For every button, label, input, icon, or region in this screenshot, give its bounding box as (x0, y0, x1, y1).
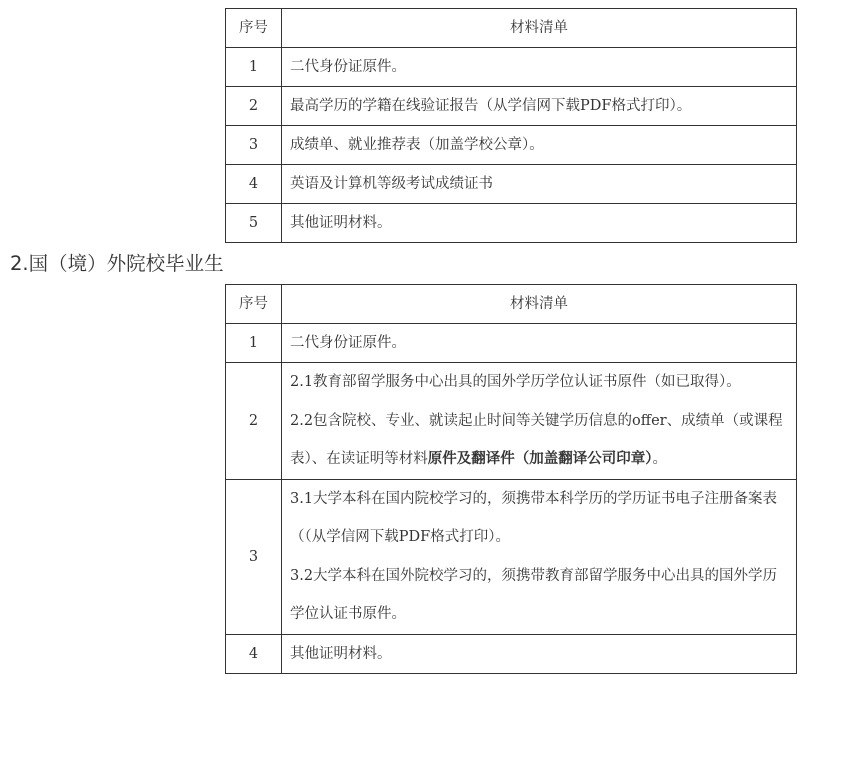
row-text: 其他证明材料。 (282, 634, 797, 673)
row-text: 其他证明材料。 (282, 204, 797, 243)
row-index: 4 (226, 165, 282, 204)
table-row (226, 48, 797, 87)
table-header-row (226, 9, 797, 48)
table-row (226, 204, 797, 243)
table-row (226, 87, 797, 126)
column-header-index: 序号 (226, 9, 282, 48)
column-header-index: 序号 (226, 285, 282, 324)
table-header-row (226, 285, 797, 324)
materials-table-overseas (225, 284, 797, 674)
row-index: 1 (226, 48, 282, 87)
table-row (226, 324, 797, 363)
row-index: 1 (226, 324, 282, 363)
row-text (282, 479, 797, 634)
table-row (226, 479, 797, 634)
row-paragraph: 2.1教育部留学服务中心出具的国外学历学位认证书原件（如已取得）。 (290, 374, 741, 390)
materials-table-domestic (225, 8, 797, 243)
row-index: 3 (226, 126, 282, 165)
row-index: 2 (226, 363, 282, 480)
row-paragraph: 3.1大学本科在国内院校学习的，须携带本科学历的学历证书电子注册备案表（（从学信网下载PDF格式打印）。 (290, 490, 778, 545)
column-header-materials: 材料清单 (282, 285, 797, 324)
row-index: 5 (226, 204, 282, 243)
table-row (226, 126, 797, 165)
row-paragraph: 3.2大学本科在国外院校学习的，须携带教育部留学服务中心出具的国外学历学位认证书原件。 (290, 567, 778, 622)
section-heading: 2.国（境）外院校毕业生 (10, 252, 224, 275)
row-paragraph-text: 2.2包含院校、专业、就读起止时间等关键学历信息的offer、成绩单（或课程表）、在读证明等材料 (290, 412, 783, 467)
row-text: 二代身份证原件。 (282, 324, 797, 363)
row-text: 成绩单、就业推荐表（加盖学校公章）。 (282, 126, 797, 165)
column-header-materials: 材料清单 (282, 9, 797, 48)
row-index: 4 (226, 634, 282, 673)
row-paragraph (290, 402, 790, 479)
row-paragraph-tail: 。 (652, 451, 667, 467)
row-text: 最高学历的学籍在线验证报告（从学信网下载PDF格式打印）。 (282, 87, 797, 126)
row-index: 3 (226, 479, 282, 634)
row-paragraph-emphasis: 原件及翻译件（加盖翻译公司印章） (427, 450, 653, 467)
row-text (282, 363, 797, 480)
table-row (226, 363, 797, 480)
table-row (226, 634, 797, 673)
table-row (226, 165, 797, 204)
row-index: 2 (226, 87, 282, 126)
row-text: 二代身份证原件。 (282, 48, 797, 87)
row-text: 英语及计算机等级考试成绩证书 (282, 165, 797, 204)
